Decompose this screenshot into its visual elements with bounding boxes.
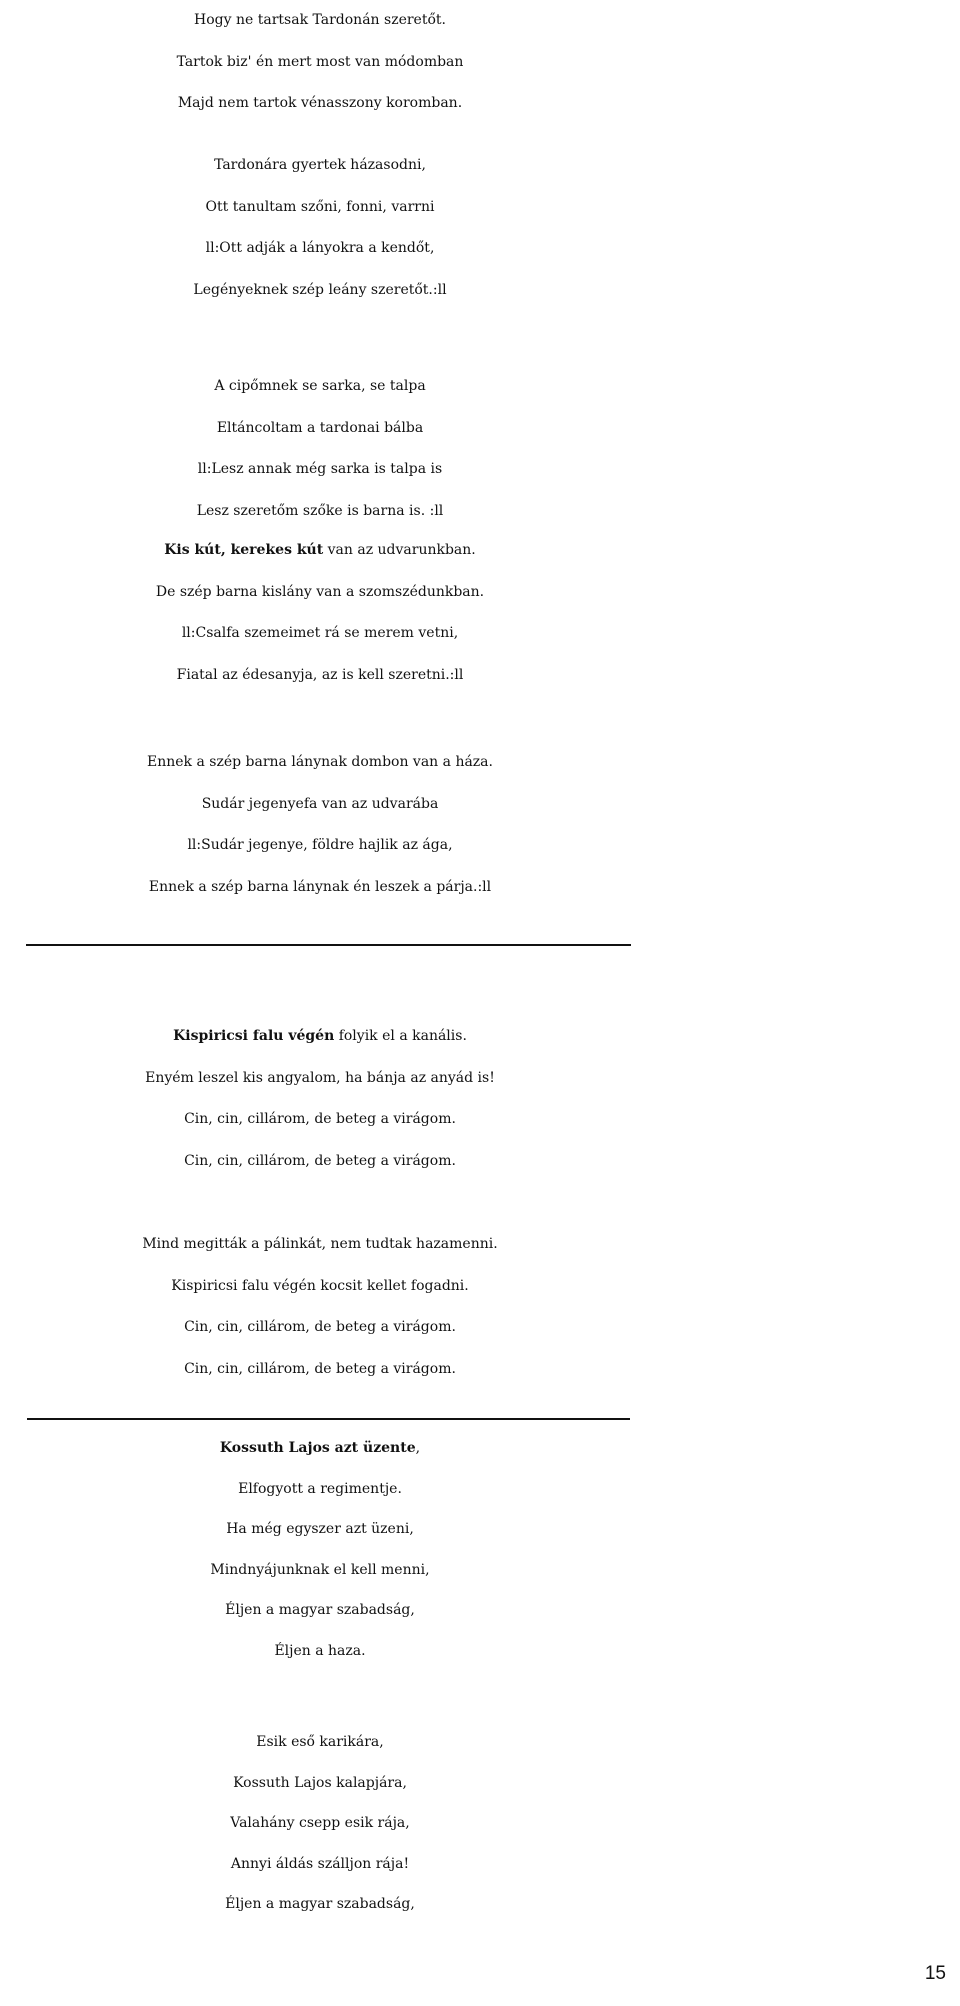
verse-text: A cipőmnek se sarka, se talpa: [214, 378, 426, 394]
verse-line: [0, 742, 640, 784]
verse-text: Esik eső karikára,: [256, 1734, 384, 1750]
verse-line: [0, 1763, 640, 1804]
verse-line: [0, 825, 640, 867]
verse-line: [0, 1058, 640, 1100]
verse-line: [0, 1550, 640, 1591]
verse-text: van az udvarunkban.: [323, 542, 476, 558]
verse-text: ll:Sudár jegenye, földre hajlik az ága,: [187, 837, 453, 853]
verse-text: Ha még egyszer azt üzeni,: [226, 1521, 414, 1537]
section-divider: [26, 944, 631, 946]
verse-line: [0, 449, 640, 491]
verse-line: [0, 1266, 640, 1308]
verse-line: [0, 1803, 640, 1844]
verse-text: Valahány csepp esik rája,: [230, 1815, 410, 1831]
verse-line: [0, 366, 640, 408]
verse-text: Hogy ne tartsak Tardonán szeretőt.: [194, 12, 446, 28]
verse-text: Éljen a magyar szabadság,: [225, 1602, 415, 1618]
verse-line: [0, 491, 640, 533]
verse-text: Annyi áldás szálljon rája!: [230, 1855, 410, 1872]
verse-text: Ott tanultam szőni, fonni, varrni: [205, 198, 435, 215]
verse-text: Tartok biz' én mert most van módomban: [176, 53, 464, 70]
verse-text: ll:Lesz annak még sarka is talpa is: [197, 461, 443, 477]
verse-text: Éljen a haza.: [274, 1642, 366, 1659]
verse-line: [0, 0, 640, 42]
verse-line: [0, 1099, 640, 1141]
verse-line: [0, 1631, 640, 1672]
stanza: [0, 366, 640, 532]
verse-text: Lesz szeretőm szőke is barna is. :ll: [196, 502, 444, 519]
verse-text: Ennek a szép barna lánynak én leszek a párja.:ll: [148, 878, 492, 895]
verse-text: ,: [415, 1440, 421, 1456]
verse-emphasis: Kossuth Lajos azt üzente: [219, 1440, 416, 1456]
verse-text: Cin, cin, cillárom, de beteg a virágom.: [184, 1152, 456, 1169]
stanza: [0, 145, 640, 311]
verse-text: ll:Ott adják a lányokra a kendőt,: [205, 240, 435, 256]
verse-emphasis: Kispiricsi falu végén: [173, 1028, 335, 1044]
verse-text: Eltáncoltam a tardonai bálba: [216, 419, 424, 436]
verse-text: Mindnyájunknak el kell menni,: [210, 1561, 430, 1578]
verse-line: [0, 1590, 640, 1631]
verse-text: Kossuth Lajos kalapjára,: [233, 1774, 407, 1791]
verse-line: [0, 1509, 640, 1550]
verse-line: [0, 83, 640, 125]
verse-line: [0, 784, 640, 826]
stanza: [0, 0, 640, 125]
verse-line: [0, 572, 640, 614]
verse-text: Fiatal az édesanyja, az is kell szeretni.:ll: [176, 666, 464, 683]
verse-line: [0, 1844, 640, 1885]
verse-text: Cin, cin, cillárom, de beteg a virágom.: [184, 1360, 456, 1377]
verse-text: Cin, cin, cillárom, de beteg a virágom.: [184, 1111, 456, 1127]
stanza: [0, 530, 640, 696]
verse-text: Tardonára gyertek házasodni,: [214, 157, 426, 173]
verse-line: [0, 1469, 640, 1510]
verse-text: folyik el a kanális.: [334, 1028, 467, 1044]
verse-line: [0, 42, 640, 84]
verse-text: Sudár jegenyefa van az udvarába: [201, 795, 439, 812]
verse-line: [0, 187, 640, 229]
verse-text: Enyém leszel kis angyalom, ha bánja az anyád is!: [145, 1069, 495, 1086]
page-number: 15: [924, 1963, 946, 1984]
verse-text: Majd nem tartok vénasszony koromban.: [177, 95, 463, 111]
verse-line: [0, 1428, 640, 1469]
stanza: [0, 1722, 640, 1925]
verse-line: [0, 228, 640, 270]
verse-line: [0, 1349, 640, 1391]
verse-text: Legényeknek szép leány szeretőt.:ll: [193, 281, 447, 298]
verse-text: Cin, cin, cillárom, de beteg a virágom.: [184, 1319, 456, 1335]
section-divider: [27, 1418, 630, 1420]
verse-line: [0, 145, 640, 187]
verse-line: [0, 655, 640, 697]
stanza: [0, 1428, 640, 1671]
verse-text: Kispiricsi falu végén kocsit kellet fogadni.: [171, 1277, 469, 1294]
verse-line: [0, 408, 640, 450]
verse-text: Éljen a magyar szabadság,: [225, 1896, 415, 1912]
verse-line: [0, 270, 640, 312]
verse-text: Elfogyott a regimentje.: [238, 1480, 402, 1497]
verse-text: Ennek a szép barna lánynak dombon van a háza.: [147, 754, 493, 770]
verse-line: [0, 1224, 640, 1266]
verse-line: [0, 1016, 640, 1058]
verse-text: ll:Csalfa szemeimet rá se merem vetni,: [181, 625, 459, 641]
stanza: [0, 742, 640, 908]
verse-line: [0, 530, 640, 572]
verse-emphasis: Kis kút, kerekes kút: [164, 542, 324, 558]
stanza: [0, 1016, 640, 1182]
verse-line: [0, 1307, 640, 1349]
verse-line: [0, 867, 640, 909]
verse-text: De szép barna kislány van a szomszédunkban.: [155, 583, 485, 600]
verse-text: Mind megitták a pálinkát, nem tudtak hazamenni.: [142, 1236, 498, 1252]
stanza: [0, 1224, 640, 1390]
verse-line: [0, 1722, 640, 1763]
verse-line: [0, 613, 640, 655]
verse-line: [0, 1141, 640, 1183]
verse-line: [0, 1884, 640, 1925]
